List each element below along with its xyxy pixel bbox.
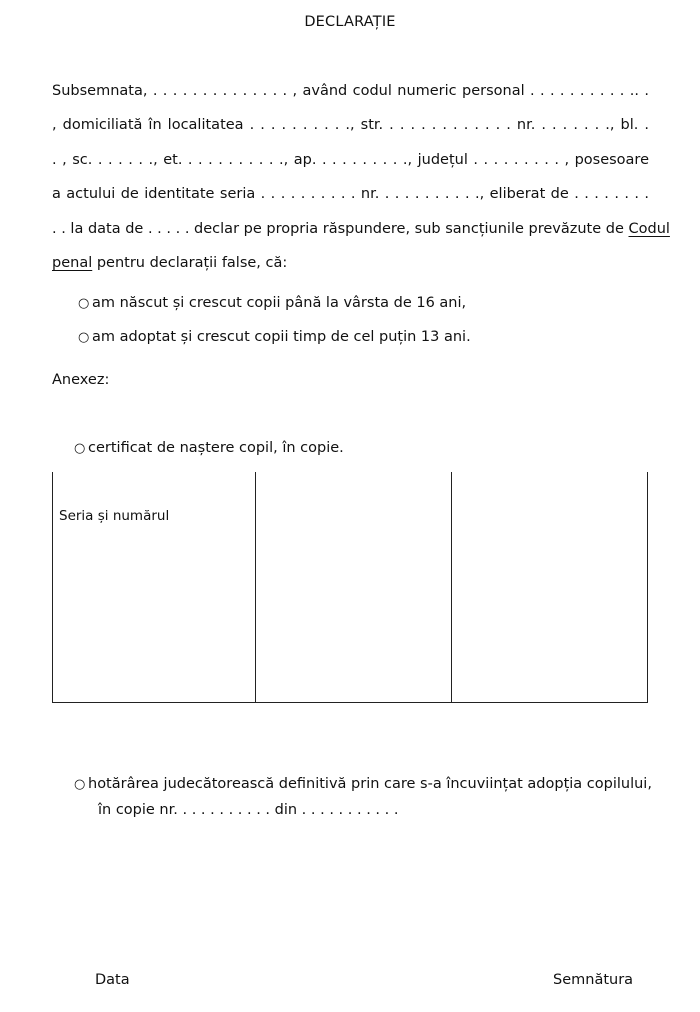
annex-item <box>74 440 344 456</box>
declaration-line <box>52 212 670 246</box>
codul-penal-link[interactable]: Codul <box>628 220 670 237</box>
option-label: am născut și crescut copii până la vârsta de 16 ani, <box>92 295 467 311</box>
bullet-circle-icon: ○ <box>78 296 90 311</box>
annex-label: certificat de naștere copil, în copie. <box>88 440 344 456</box>
table-border-right <box>647 472 648 703</box>
declaration-line-text: . . la data de . . . . . declar pe propria răspundere, sub sancțiunile prevăzute de <box>52 220 629 237</box>
declaration-line: Subsemnata, . . . . . . . . . . . . . . , având codul numeric personal . . . . . . . . . . .. . <box>52 83 649 99</box>
option-item <box>78 295 466 311</box>
table-header-cell: Seria și numărul <box>59 508 170 524</box>
annex-label: hotărârea judecătorească definitivă prin care s-a încuviințat adopția copilului, <box>88 776 652 792</box>
option-label: am adoptat și crescut copii timp de cel puțin 13 ani. <box>92 329 471 345</box>
date-label: Data <box>95 972 130 988</box>
bullet-circle-icon: ○ <box>74 777 86 792</box>
declaration-line: , domiciliată în localitatea . . . . . . . . . ., str. . . . . . . . . . . . . nr. . . . . . . ., bl. . <box>52 117 649 134</box>
option-item <box>78 329 471 345</box>
annex-item <box>74 776 652 792</box>
signature-label: Semnătura <box>553 972 634 988</box>
bullet-circle-icon: ○ <box>74 441 86 456</box>
document-title: DECLARAȚIE <box>304 14 396 30</box>
annex-label-continuation: în copie nr. . . . . . . . . . . din . . . . . . . . . . . <box>98 802 399 818</box>
declaration-line: a actului de identitate seria . . . . . . . . . . nr. . . . . . . . . . ., eliberat de . . . . . . . . <box>52 186 649 203</box>
anexez-label: Anexez: <box>52 372 110 388</box>
table-border-bottom <box>52 702 648 703</box>
declaration-line <box>52 246 649 280</box>
table-column-divider <box>451 472 452 703</box>
table-border-left <box>52 472 53 703</box>
declaration-paragraph <box>52 74 670 280</box>
declaration-line: . , sc. . . . . . ., et. . . . . . . . . . ., ap. . . . . . . . . ., județul . . . . . . . . . , posesoare <box>52 151 649 168</box>
bullet-circle-icon: ○ <box>78 330 90 345</box>
codul-penal-link-cont[interactable]: penal <box>52 255 93 272</box>
children-table <box>52 472 648 703</box>
table-column-divider <box>255 472 256 703</box>
declaration-tail: pentru declarații false, că: <box>92 255 288 272</box>
